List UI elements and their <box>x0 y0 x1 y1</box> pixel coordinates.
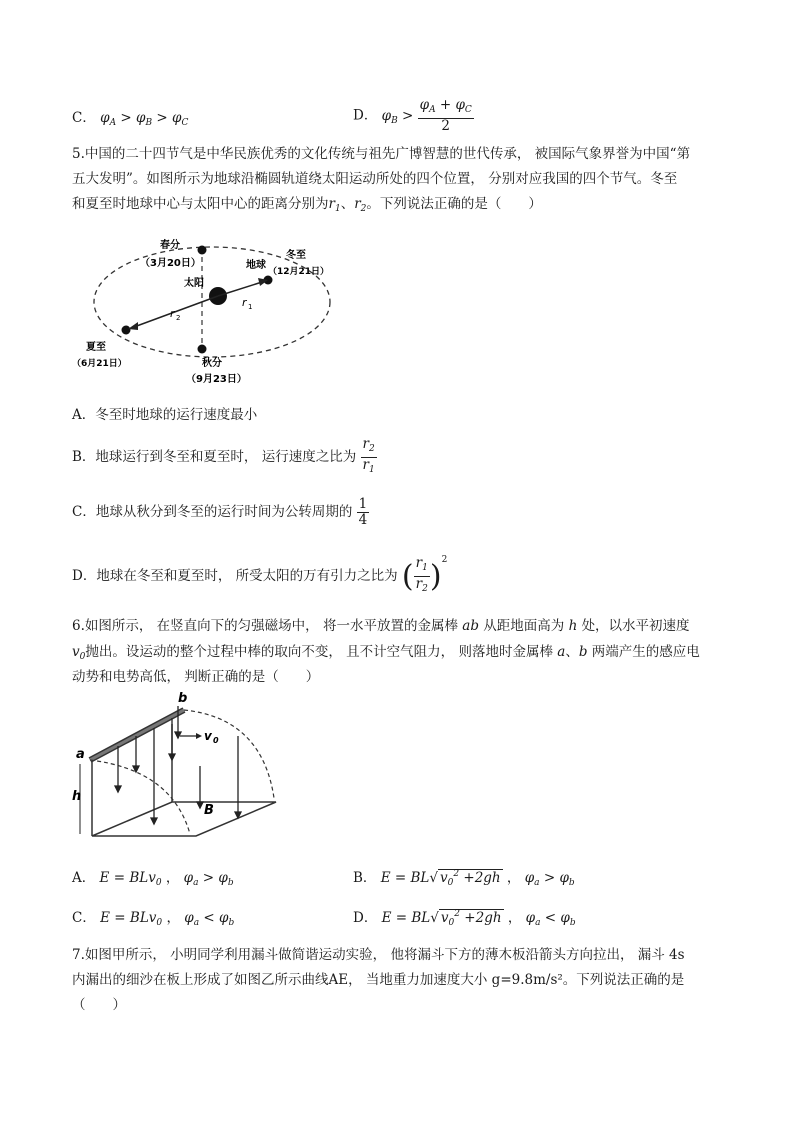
q6-stem-line2: $v_0$抛出。设运动的整个过程中棒的取向不变， 且不计空气阻力， 则落地时金属棒 a、b 两端产生的感应电 <box>72 644 700 662</box>
q6-option-a: A． E = BLv$_0$ ， $\varphi_a > \varphi_b$ <box>72 870 234 888</box>
q7-stem-line1: 7.如图甲所示， 小明同学利用漏斗做简谐运动实验， 他将漏斗下方的薄木板沿箭头方向拉出， 漏斗 4s <box>72 947 685 963</box>
q6-option-b: B． E = BL√ $v_0^2 +2gh$ ， $\varphi_a > \varphi_b$ <box>353 869 575 888</box>
field-b-label: B <box>204 803 214 818</box>
q7-stem-line3: （ ） <box>72 997 126 1013</box>
r1-label: r <box>242 296 247 309</box>
spring-label: 春分 <box>160 240 180 251</box>
q5-option-d-fraction: $\frac{r_1}{r_2}$ <box>415 555 428 594</box>
summer-label: 夏至 <box>86 342 106 353</box>
autumn-date: （9月23日） <box>186 374 247 385</box>
q6-option-c: C． E = BLv$_0$ ， $\varphi_a < \varphi_b$ <box>72 910 235 928</box>
earth-label: 地球 <box>246 260 266 271</box>
q7-stem-line2: 内漏出的细沙在板上形成了如图乙所示曲线AE， 当地重力加速度大小 g=9.8m/s²。下列说法正确的是 <box>72 972 685 988</box>
q6-stem-line1: 6.如图所示， 在竖直向下的匀强磁场中， 将一水平放置的金属棒 ab 从距地面高为 h 处，以水平初速度 <box>72 618 690 634</box>
r2-label-sub: 2 <box>176 314 181 322</box>
rod-end-b-label: b <box>178 691 188 706</box>
q4-option-d-math: $\varphi_B$ > $\frac{\varphi_A + \varphi_C}{2}$ <box>381 97 472 134</box>
q6-rod-figure <box>72 688 304 848</box>
r2-line <box>134 296 218 327</box>
q4-option-c: C． $\varphi_A > \varphi_B > \varphi_C$ <box>72 110 189 128</box>
height-label: h <box>72 789 82 804</box>
ground-plane <box>92 802 276 836</box>
winter-date: （12月21日） <box>268 267 330 277</box>
summer-earth-dot <box>122 326 131 335</box>
rod-end-a-label: a <box>76 747 85 762</box>
magnetic-field-arrows <box>115 706 241 824</box>
q4-option-c-math: $\varphi_A > \varphi_B > \varphi_C$ <box>100 110 189 128</box>
spring-earth-dot <box>198 246 207 255</box>
q6-option-d: D． E = BL√ $v_0^2 +2gh$ ， $\varphi_a < \varphi_b$ <box>353 909 576 928</box>
q5-option-c: C．地球从秋分到冬至的运行时间为公转周期的 $\frac{1}{4}$ <box>72 496 368 528</box>
winter-label: 冬至 <box>286 250 306 261</box>
q5-option-a: A．冬至时地球的运行速度最小 <box>72 407 258 423</box>
q4-option-d: D． $\varphi_B$ > $\frac{\varphi_A + \varphi_C}{2}$ <box>353 97 472 134</box>
autumn-earth-dot <box>198 345 207 354</box>
q5-option-b: B．地球运行到冬至和夏至时， 运行速度之比为 $\frac{r_2}{r_1}$ <box>72 437 377 478</box>
r2-arrowhead <box>128 322 138 330</box>
q5-stem-line2: 五大发明”。如图所示为地球沿椭圆轨道绕太阳运动所处的四个位置， 分别对应我国的四个节气。冬至 <box>72 171 678 187</box>
spring-date: （3月20日） <box>140 258 201 269</box>
r1-label-sub: 1 <box>248 303 253 311</box>
autumn-label: 秋分 <box>202 358 222 369</box>
v0-label: v <box>204 729 212 743</box>
r1-line <box>218 282 262 296</box>
summer-date: （6月21日） <box>72 359 127 369</box>
q5-stem-line1: 5.中国的二十四节气是中华民族优秀的文化传统与祖先广博智慧的世代传承， 被国际气象界誉为中国“第 <box>72 146 691 162</box>
q5-stem-line3: 和夏至时地球中心与太阳中心的距离分别为$r_1$、$r_2$。下列说法正确的是（ ） <box>72 196 542 214</box>
q5-option-b-fraction: $\frac{r_2}{r_1}$ <box>362 436 375 475</box>
q5-option-d: D．地球在冬至和夏至时， 所受太阳的万有引力之比为 ( $\frac{r_1}{r_2}$ )$^2$ <box>72 555 447 597</box>
q6-stem-line3: 动势和电势高低， 判断正确的是（ ） <box>72 669 320 685</box>
q5-option-c-fraction: $\frac{1}{4}$ <box>358 496 368 528</box>
r2-label: r <box>170 307 175 320</box>
svg-text:0: 0 <box>213 736 219 745</box>
q5-orbit-figure <box>72 222 342 390</box>
sun-label: 太阳 <box>184 278 204 289</box>
